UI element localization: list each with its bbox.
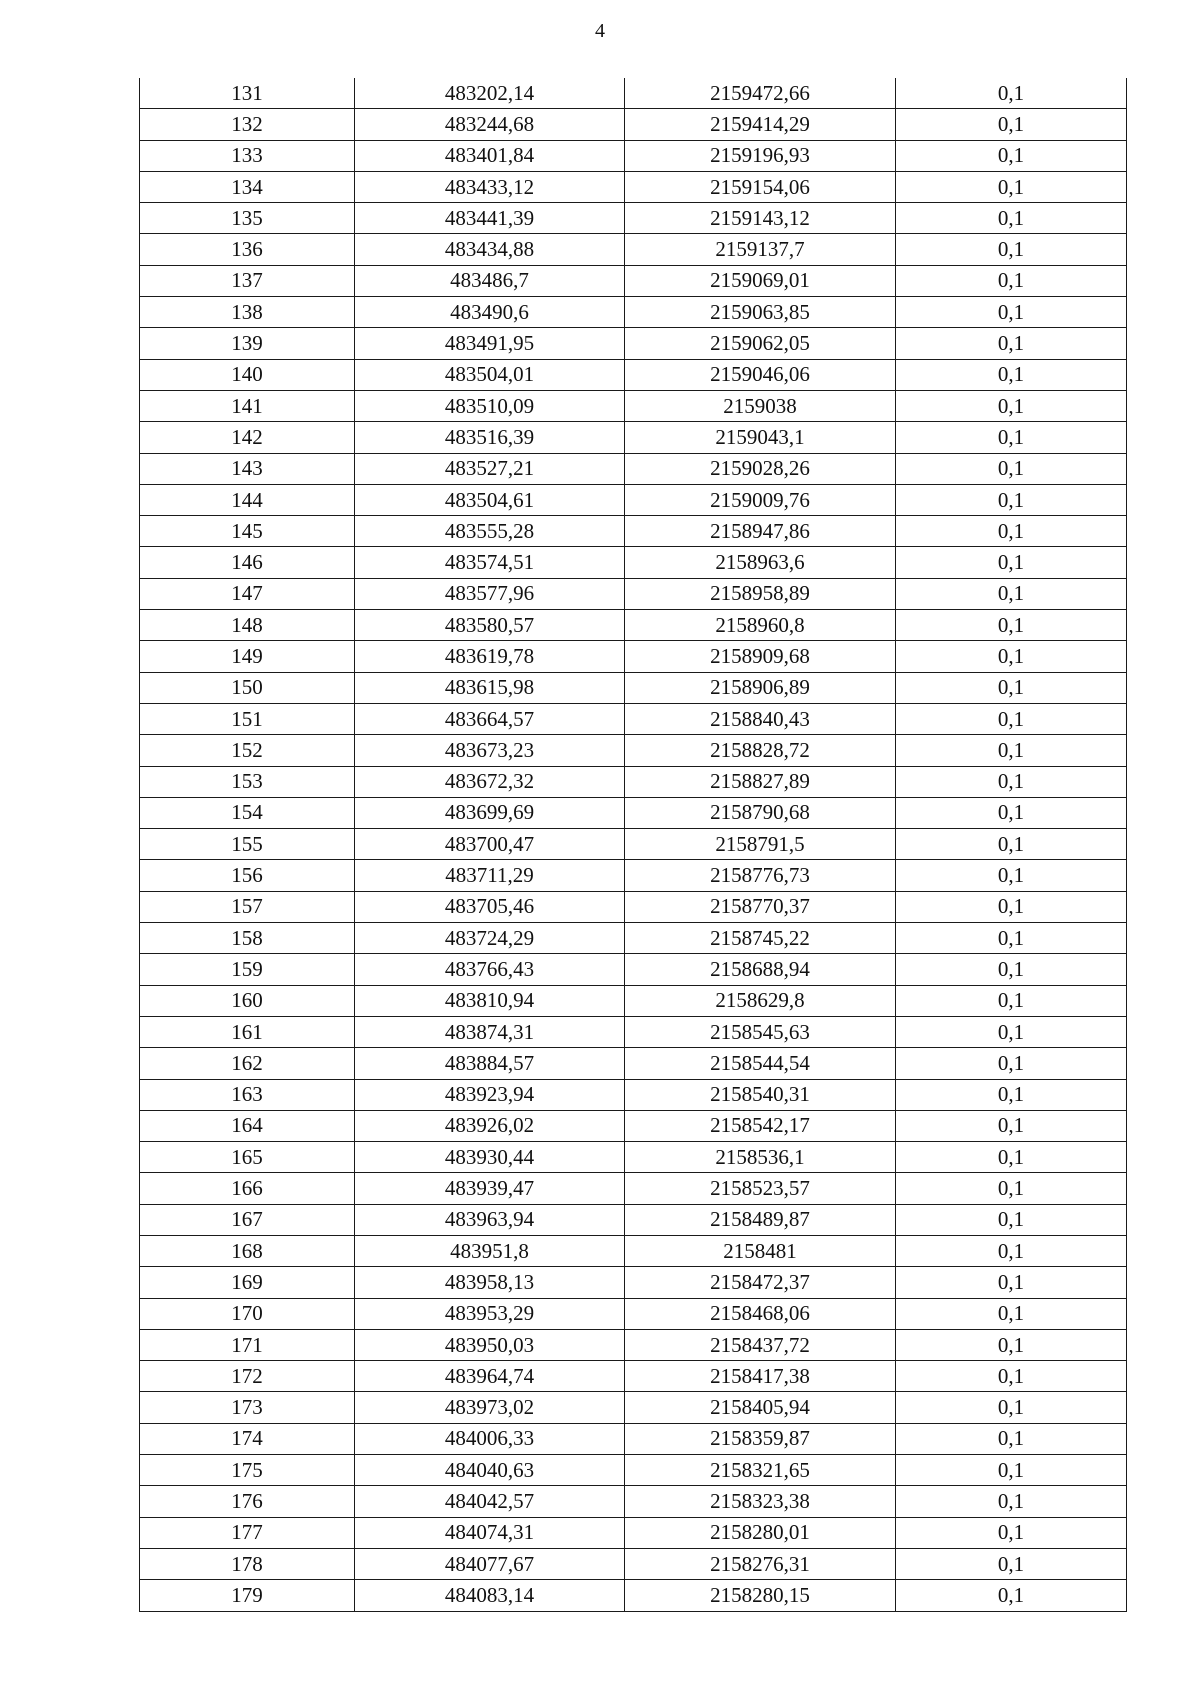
x-coordinate-cell: 483664,57 [355,703,625,734]
point-number-cell: 154 [140,797,355,828]
x-coordinate-cell: 483700,47 [355,829,625,860]
table-row [140,1392,1127,1423]
x-coordinate-cell: 483930,44 [355,1142,625,1173]
accuracy-cell: 0,1 [896,891,1127,922]
table-row [140,484,1127,515]
table-row [140,1548,1127,1579]
table-row [140,1580,1127,1611]
y-coordinate-cell: 2158280,15 [625,1580,896,1611]
accuracy-cell: 0,1 [896,203,1127,234]
table-row [140,1142,1127,1173]
accuracy-cell: 0,1 [896,1173,1127,1204]
y-coordinate-cell: 2158417,38 [625,1361,896,1392]
y-coordinate-cell: 2158323,38 [625,1486,896,1517]
accuracy-cell: 0,1 [896,171,1127,202]
accuracy-cell: 0,1 [896,797,1127,828]
table-row [140,547,1127,578]
point-number-cell: 174 [140,1423,355,1454]
y-coordinate-cell: 2158688,94 [625,954,896,985]
point-number-cell: 139 [140,328,355,359]
table-row [140,1455,1127,1486]
y-coordinate-cell: 2158540,31 [625,1079,896,1110]
point-number-cell: 132 [140,109,355,140]
y-coordinate-cell: 2159043,1 [625,422,896,453]
accuracy-cell: 0,1 [896,1455,1127,1486]
table-row [140,328,1127,359]
point-number-cell: 148 [140,610,355,641]
accuracy-cell: 0,1 [896,359,1127,390]
point-number-cell: 155 [140,829,355,860]
y-coordinate-cell: 2158536,1 [625,1142,896,1173]
accuracy-cell: 0,1 [896,1079,1127,1110]
y-coordinate-cell: 2158544,54 [625,1048,896,1079]
accuracy-cell: 0,1 [896,1267,1127,1298]
table-row [140,422,1127,453]
table-row [140,1329,1127,1360]
table-row [140,109,1127,140]
point-number-cell: 172 [140,1361,355,1392]
accuracy-cell: 0,1 [896,1048,1127,1079]
x-coordinate-cell: 483673,23 [355,735,625,766]
x-coordinate-cell: 483615,98 [355,672,625,703]
x-coordinate-cell: 483491,95 [355,328,625,359]
y-coordinate-cell: 2158629,8 [625,985,896,1016]
point-number-cell: 163 [140,1079,355,1110]
point-number-cell: 173 [140,1392,355,1423]
x-coordinate-cell: 483516,39 [355,422,625,453]
table-row [140,1486,1127,1517]
table-row [140,1016,1127,1047]
accuracy-cell: 0,1 [896,1235,1127,1266]
x-coordinate-cell: 483951,8 [355,1235,625,1266]
y-coordinate-cell: 2159414,29 [625,109,896,140]
y-coordinate-cell: 2159137,7 [625,234,896,265]
point-number-cell: 140 [140,359,355,390]
y-coordinate-cell: 2158468,06 [625,1298,896,1329]
table-row [140,390,1127,421]
table-row [140,985,1127,1016]
table-row [140,171,1127,202]
table-row [140,203,1127,234]
y-coordinate-cell: 2158791,5 [625,829,896,860]
accuracy-cell: 0,1 [896,484,1127,515]
table-row [140,923,1127,954]
y-coordinate-cell: 2159196,93 [625,140,896,171]
point-number-cell: 146 [140,547,355,578]
point-number-cell: 170 [140,1298,355,1329]
point-number-cell: 138 [140,297,355,328]
point-number-cell: 149 [140,641,355,672]
accuracy-cell: 0,1 [896,735,1127,766]
table-row [140,140,1127,171]
point-number-cell: 135 [140,203,355,234]
accuracy-cell: 0,1 [896,1517,1127,1548]
x-coordinate-cell: 483510,09 [355,390,625,421]
y-coordinate-cell: 2158776,73 [625,860,896,891]
x-coordinate-cell: 483504,61 [355,484,625,515]
x-coordinate-cell: 483724,29 [355,923,625,954]
point-number-cell: 134 [140,171,355,202]
point-number-cell: 169 [140,1267,355,1298]
table-row [140,1298,1127,1329]
y-coordinate-cell: 2159028,26 [625,453,896,484]
x-coordinate-cell: 483580,57 [355,610,625,641]
table-row [140,1048,1127,1079]
accuracy-cell: 0,1 [896,1392,1127,1423]
point-number-cell: 147 [140,578,355,609]
y-coordinate-cell: 2158437,72 [625,1329,896,1360]
accuracy-cell: 0,1 [896,578,1127,609]
accuracy-cell: 0,1 [896,954,1127,985]
point-number-cell: 176 [140,1486,355,1517]
table-row [140,1235,1127,1266]
x-coordinate-cell: 483953,29 [355,1298,625,1329]
x-coordinate-cell: 483810,94 [355,985,625,1016]
table-row [140,1079,1127,1110]
accuracy-cell: 0,1 [896,1142,1127,1173]
table-row [140,829,1127,860]
page-number: 4 [595,20,605,42]
table-row [140,766,1127,797]
table-row [140,1204,1127,1235]
y-coordinate-cell: 2158542,17 [625,1110,896,1141]
x-coordinate-cell: 483202,14 [355,78,625,109]
y-coordinate-cell: 2158545,63 [625,1016,896,1047]
x-coordinate-cell: 483433,12 [355,171,625,202]
point-number-cell: 153 [140,766,355,797]
x-coordinate-cell: 483973,02 [355,1392,625,1423]
table-row [140,359,1127,390]
point-number-cell: 171 [140,1329,355,1360]
accuracy-cell: 0,1 [896,641,1127,672]
y-coordinate-cell: 2159143,12 [625,203,896,234]
point-number-cell: 175 [140,1455,355,1486]
accuracy-cell: 0,1 [896,109,1127,140]
x-coordinate-cell: 483926,02 [355,1110,625,1141]
point-number-cell: 158 [140,923,355,954]
point-number-cell: 136 [140,234,355,265]
x-coordinate-cell: 483434,88 [355,234,625,265]
accuracy-cell: 0,1 [896,390,1127,421]
x-coordinate-cell: 483963,94 [355,1204,625,1235]
accuracy-cell: 0,1 [896,985,1127,1016]
y-coordinate-cell: 2158770,37 [625,891,896,922]
accuracy-cell: 0,1 [896,1486,1127,1517]
y-coordinate-cell: 2159009,76 [625,484,896,515]
table-row [140,1267,1127,1298]
x-coordinate-cell: 483527,21 [355,453,625,484]
x-coordinate-cell: 483766,43 [355,954,625,985]
coordinates-table [139,78,1127,1612]
point-number-cell: 168 [140,1235,355,1266]
y-coordinate-cell: 2158958,89 [625,578,896,609]
x-coordinate-cell: 483244,68 [355,109,625,140]
table-row [140,1110,1127,1141]
table-row [140,735,1127,766]
x-coordinate-cell: 484006,33 [355,1423,625,1454]
x-coordinate-cell: 483705,46 [355,891,625,922]
point-number-cell: 179 [140,1580,355,1611]
y-coordinate-cell: 2158947,86 [625,516,896,547]
x-coordinate-cell: 483441,39 [355,203,625,234]
accuracy-cell: 0,1 [896,1548,1127,1579]
accuracy-cell: 0,1 [896,265,1127,296]
point-number-cell: 165 [140,1142,355,1173]
accuracy-cell: 0,1 [896,328,1127,359]
table-row [140,1361,1127,1392]
x-coordinate-cell: 483574,51 [355,547,625,578]
x-coordinate-cell: 484042,57 [355,1486,625,1517]
y-coordinate-cell: 2158909,68 [625,641,896,672]
table-row [140,891,1127,922]
table-row [140,453,1127,484]
table-row [140,703,1127,734]
x-coordinate-cell: 484040,63 [355,1455,625,1486]
y-coordinate-cell: 2158963,6 [625,547,896,578]
x-coordinate-cell: 483964,74 [355,1361,625,1392]
point-number-cell: 141 [140,390,355,421]
table-row [140,672,1127,703]
table-row [140,297,1127,328]
accuracy-cell: 0,1 [896,1110,1127,1141]
accuracy-cell: 0,1 [896,610,1127,641]
y-coordinate-cell: 2159069,01 [625,265,896,296]
table-row [140,641,1127,672]
y-coordinate-cell: 2158906,89 [625,672,896,703]
x-coordinate-cell: 484074,31 [355,1517,625,1548]
x-coordinate-cell: 483958,13 [355,1267,625,1298]
table-row [140,1173,1127,1204]
point-number-cell: 133 [140,140,355,171]
table-row [140,578,1127,609]
y-coordinate-cell: 2158828,72 [625,735,896,766]
y-coordinate-cell: 2158827,89 [625,766,896,797]
accuracy-cell: 0,1 [896,829,1127,860]
table-row [140,516,1127,547]
point-number-cell: 161 [140,1016,355,1047]
x-coordinate-cell: 483555,28 [355,516,625,547]
x-coordinate-cell: 483699,69 [355,797,625,828]
accuracy-cell: 0,1 [896,860,1127,891]
x-coordinate-cell: 484077,67 [355,1548,625,1579]
accuracy-cell: 0,1 [896,672,1127,703]
point-number-cell: 156 [140,860,355,891]
y-coordinate-cell: 2159038 [625,390,896,421]
point-number-cell: 166 [140,1173,355,1204]
y-coordinate-cell: 2158790,68 [625,797,896,828]
coordinates-table-body [140,78,1127,1611]
point-number-cell: 157 [140,891,355,922]
x-coordinate-cell: 483486,7 [355,265,625,296]
point-number-cell: 167 [140,1204,355,1235]
y-coordinate-cell: 2158489,87 [625,1204,896,1235]
table-row [140,78,1127,109]
point-number-cell: 164 [140,1110,355,1141]
x-coordinate-cell: 483401,84 [355,140,625,171]
accuracy-cell: 0,1 [896,422,1127,453]
y-coordinate-cell: 2158960,8 [625,610,896,641]
x-coordinate-cell: 483504,01 [355,359,625,390]
table-row [140,954,1127,985]
table-row [140,610,1127,641]
point-number-cell: 145 [140,516,355,547]
point-number-cell: 177 [140,1517,355,1548]
x-coordinate-cell: 483619,78 [355,641,625,672]
y-coordinate-cell: 2158359,87 [625,1423,896,1454]
y-coordinate-cell: 2158481 [625,1235,896,1266]
y-coordinate-cell: 2159472,66 [625,78,896,109]
y-coordinate-cell: 2159063,85 [625,297,896,328]
accuracy-cell: 0,1 [896,766,1127,797]
point-number-cell: 143 [140,453,355,484]
table-row [140,860,1127,891]
accuracy-cell: 0,1 [896,1016,1127,1047]
y-coordinate-cell: 2159154,06 [625,171,896,202]
y-coordinate-cell: 2159062,05 [625,328,896,359]
x-coordinate-cell: 483939,47 [355,1173,625,1204]
table-row [140,1517,1127,1548]
point-number-cell: 137 [140,265,355,296]
accuracy-cell: 0,1 [896,1361,1127,1392]
accuracy-cell: 0,1 [896,140,1127,171]
x-coordinate-cell: 483577,96 [355,578,625,609]
x-coordinate-cell: 484083,14 [355,1580,625,1611]
point-number-cell: 162 [140,1048,355,1079]
point-number-cell: 160 [140,985,355,1016]
y-coordinate-cell: 2158405,94 [625,1392,896,1423]
x-coordinate-cell: 483672,32 [355,766,625,797]
accuracy-cell: 0,1 [896,1298,1127,1329]
point-number-cell: 159 [140,954,355,985]
point-number-cell: 151 [140,703,355,734]
x-coordinate-cell: 483884,57 [355,1048,625,1079]
point-number-cell: 144 [140,484,355,515]
x-coordinate-cell: 483874,31 [355,1016,625,1047]
accuracy-cell: 0,1 [896,453,1127,484]
y-coordinate-cell: 2158745,22 [625,923,896,954]
point-number-cell: 150 [140,672,355,703]
x-coordinate-cell: 483711,29 [355,860,625,891]
table-row [140,234,1127,265]
x-coordinate-cell: 483923,94 [355,1079,625,1110]
accuracy-cell: 0,1 [896,234,1127,265]
accuracy-cell: 0,1 [896,1329,1127,1360]
accuracy-cell: 0,1 [896,547,1127,578]
accuracy-cell: 0,1 [896,1423,1127,1454]
accuracy-cell: 0,1 [896,703,1127,734]
x-coordinate-cell: 483950,03 [355,1329,625,1360]
y-coordinate-cell: 2158472,37 [625,1267,896,1298]
y-coordinate-cell: 2158276,31 [625,1548,896,1579]
accuracy-cell: 0,1 [896,297,1127,328]
point-number-cell: 178 [140,1548,355,1579]
point-number-cell: 152 [140,735,355,766]
y-coordinate-cell: 2158280,01 [625,1517,896,1548]
accuracy-cell: 0,1 [896,516,1127,547]
table-row [140,265,1127,296]
y-coordinate-cell: 2158840,43 [625,703,896,734]
table-row [140,1423,1127,1454]
table-row [140,797,1127,828]
point-number-cell: 142 [140,422,355,453]
accuracy-cell: 0,1 [896,1580,1127,1611]
accuracy-cell: 0,1 [896,923,1127,954]
y-coordinate-cell: 2159046,06 [625,359,896,390]
point-number-cell: 131 [140,78,355,109]
accuracy-cell: 0,1 [896,78,1127,109]
x-coordinate-cell: 483490,6 [355,297,625,328]
accuracy-cell: 0,1 [896,1204,1127,1235]
y-coordinate-cell: 2158523,57 [625,1173,896,1204]
y-coordinate-cell: 2158321,65 [625,1455,896,1486]
